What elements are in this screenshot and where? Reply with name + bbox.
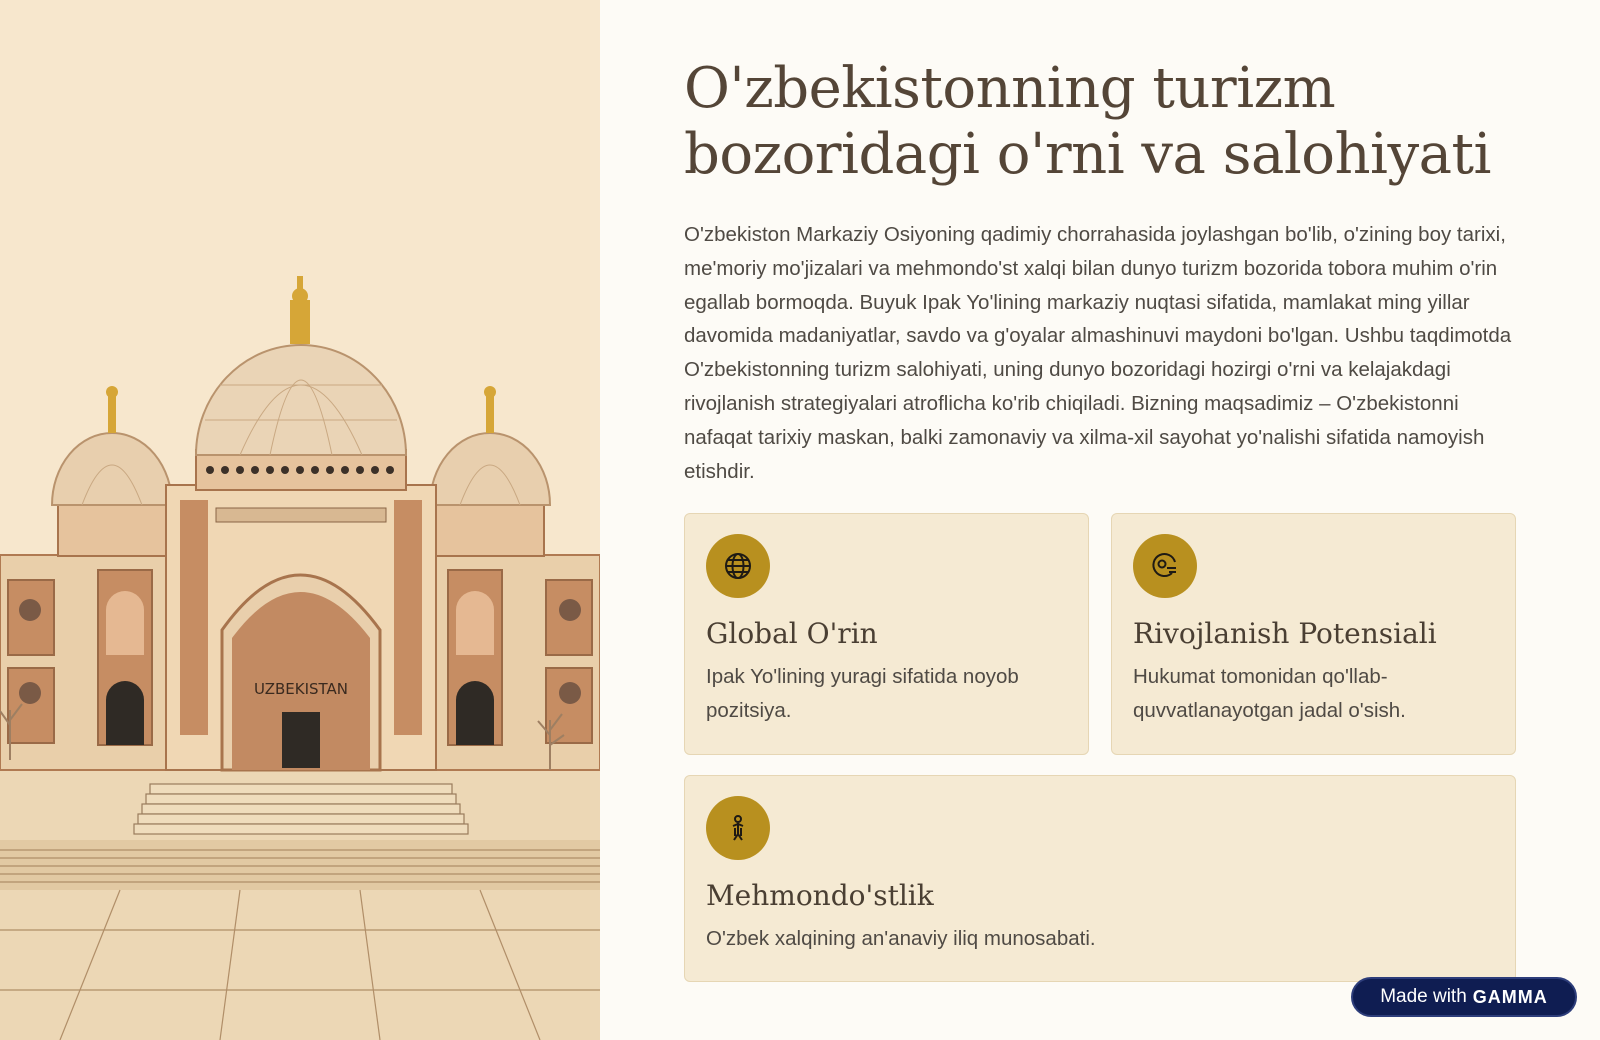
card-title: Rivojlanish Potensiali	[1133, 617, 1437, 650]
card-text: Ipak Yo'lining yuragi sifatida noyob pozitsiya.	[706, 665, 1019, 722]
card-text: Hukumat tomonidan qo'llab-quvvatlanayotgan jadal o'sish.	[1133, 665, 1406, 722]
card-title: Mehmondo'stlik	[706, 879, 934, 912]
growth-icon	[1133, 534, 1197, 598]
card-rivojlanish	[1111, 513, 1516, 755]
card-text: O'zbek xalqining an'anaviy iliq munosabati.	[706, 927, 1096, 950]
badge-prefix: Made with	[1380, 986, 1467, 1007]
hero-sign-text: UZBEKISTAN	[253, 680, 349, 698]
person-icon	[706, 796, 770, 860]
card-mehmondostlik	[684, 775, 1516, 982]
page-title: O'zbekistonning turizm bozoridagi o'rni va salohiyati	[684, 56, 1491, 187]
intro-paragraph: O'zbekiston Markaziy Osiyoning qadimiy chorrahasida joylashgan bo'lib, o'zining boy tarixi, me'moriy mo'jizalari va mehmondo'st xalqi bilan dunyo turizm bozorida tobora muhim o'rin egallab bormoqda. Buyuk Ipak Yo'lining markaziy nuqtasi sifatida, mamlakat ming yillar davomida madaniyatlar, savdo va g'oyalar almashinuvi maydoni bo'lgan. Ushbu taqdimotda O'zbekistonning turizm salohiyati, uning dunyo bozoridagi hozirgi o'rni va kelajakdagi rivojlanish strategiyalari atroflicha ko'rib chiqiladi. Bizning maqsadimiz – O'zbekistonni nafaqat tarixiy maskan, balki zamonaviy va xilma-xil sayohat yo'nalishi sifatida namoyish etishdir.	[684, 223, 1512, 483]
card-global-orin	[684, 513, 1089, 755]
hero-illustration	[0, 0, 600, 1040]
gamma-logo: GAMMA	[1472, 986, 1548, 1007]
globe-icon	[706, 534, 770, 598]
made-with-gamma-badge[interactable]	[1351, 977, 1577, 1017]
card-title: Global O'rin	[706, 617, 878, 650]
